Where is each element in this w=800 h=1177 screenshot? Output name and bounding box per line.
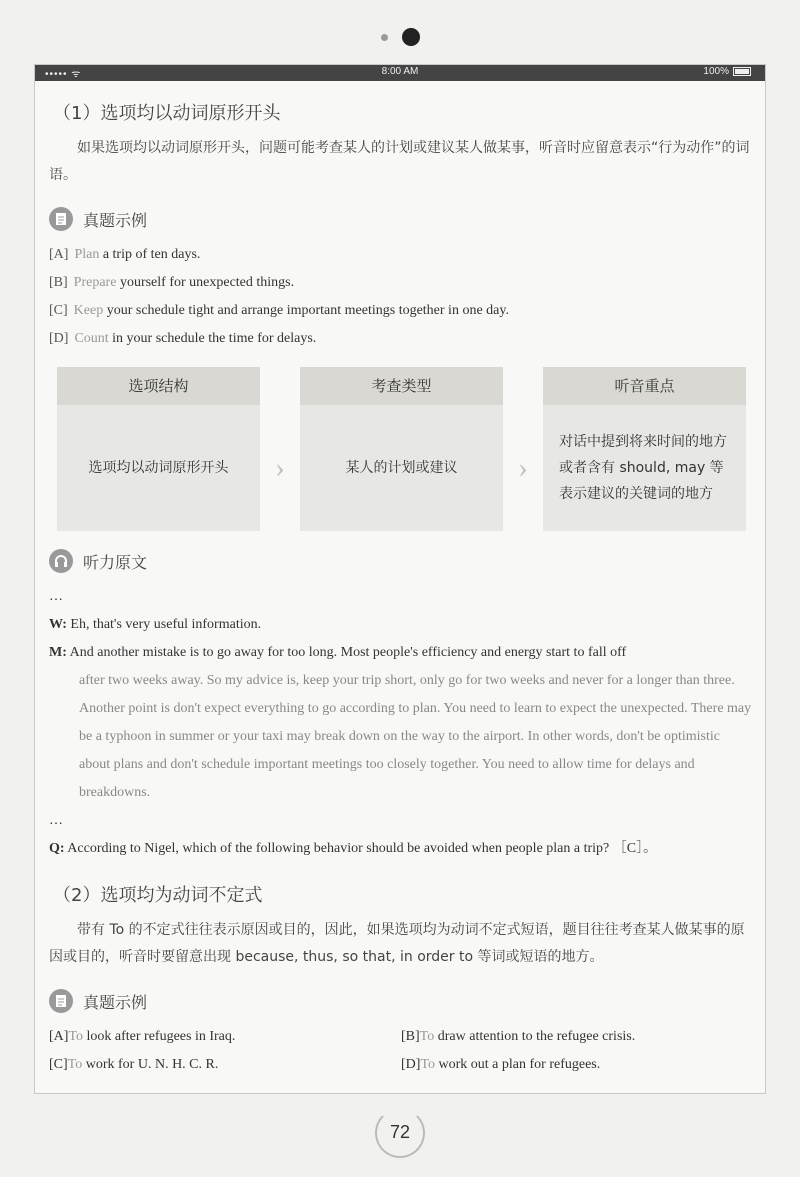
option-text: yourself for unexpected things. — [116, 275, 295, 290]
battery-status — [703, 66, 751, 77]
example1-heading — [49, 207, 753, 231]
flow-box-head: 选项结构 — [57, 367, 260, 405]
speaker-label: M: — [49, 645, 67, 660]
option-c — [49, 297, 753, 325]
option-verb: Plan — [74, 247, 100, 262]
option-c — [49, 1051, 401, 1079]
document-icon — [49, 207, 73, 231]
status-bar — [35, 65, 765, 81]
signal-indicator: ••••• ᯤ — [45, 69, 82, 80]
battery-icon — [733, 67, 751, 76]
document-icon — [49, 989, 73, 1013]
section2-intro: 带有 To 的不定式往往表示原因或目的，因此，如果选项均为动词不定式短语，题目往往考查某人做某事的原因或目的，听音时要留意出现 because, thus, so that, in order to 等词或短语的地方。 — [49, 922, 745, 965]
analysis-flow — [57, 367, 753, 531]
option-verb: To — [67, 1057, 83, 1072]
chevron-right-icon: › — [518, 451, 528, 484]
page-dot-active[interactable] — [402, 28, 420, 46]
speaker-label: W: — [49, 617, 67, 632]
speaker-label: Q: — [49, 841, 65, 856]
dialog-text: And another mistake is to go away for too long. Most people's efficiency and energy start to fall off — [66, 645, 627, 660]
page-number — [0, 1108, 800, 1158]
example2-heading-text: 真题示例 — [83, 992, 148, 1012]
section1-intro: 如果选项均以动词原形开头，问题可能考查某人的计划或建议某人做某事，听音时应留意表示“行为动作”的词语。 — [49, 140, 750, 183]
option-a — [49, 1023, 401, 1051]
ellipsis: … — [49, 589, 63, 604]
flow-box-structure — [57, 367, 260, 531]
option-verb: To — [68, 1029, 84, 1044]
page-dot-inactive[interactable] — [381, 34, 388, 41]
option-text: work out a plan for refugees. — [435, 1057, 601, 1072]
flow-box-head: 考查类型 — [300, 367, 503, 405]
option-text: a trip of ten days. — [99, 247, 201, 262]
flow-box-head: 听音重点 — [543, 367, 746, 405]
option-verb: To — [420, 1057, 436, 1072]
option-d — [49, 325, 753, 353]
option-label: [C] — [49, 303, 68, 318]
dialog-w — [49, 611, 753, 639]
option-text: work for U. N. H. C. R. — [82, 1057, 219, 1072]
answer: ［C］。 — [612, 841, 658, 856]
option-b — [401, 1023, 753, 1051]
battery-percent: 100% — [703, 66, 729, 77]
headphones-icon — [49, 549, 73, 573]
option-text: look after refugees in Iraq. — [83, 1029, 236, 1044]
page-indicator[interactable] — [0, 28, 800, 46]
example2-options-row2 — [49, 1051, 753, 1079]
chevron-right-icon: › — [275, 451, 285, 484]
flow-box-type — [300, 367, 503, 531]
transcript-heading-text: 听力原文 — [83, 552, 148, 572]
dialog-m-continued — [49, 667, 753, 807]
ellipsis: … — [49, 813, 63, 828]
example1-options — [49, 241, 753, 353]
transcript-heading — [49, 549, 753, 573]
status-time: 8:00 AM — [381, 66, 419, 77]
option-label: [D] — [401, 1057, 421, 1072]
example1-heading-text: 真题示例 — [83, 210, 148, 230]
example2-heading — [49, 989, 753, 1013]
option-d — [401, 1051, 753, 1079]
option-a — [49, 241, 753, 269]
option-verb: To — [419, 1029, 435, 1044]
option-verb: Prepare — [73, 275, 117, 290]
section1-title: （1）选项均以动词原形开头 — [53, 103, 281, 124]
option-label: [C] — [49, 1057, 68, 1072]
flow-box-body: 对话中提到将来时间的地方或者含有 should, may 等表示建议的关键词的地方 — [559, 434, 727, 502]
option-label: [D] — [49, 331, 69, 346]
dialog-text: after two weeks away. So my advice is, keep your trip short, only go for two weeks and never for a longer than three. Another point is don't expect everything to go according to plan. You need to learn to expect the unexpected. There may be a typhoon in summer or your taxi may break down on the way to the airport. In other words, don't be optimistic about plans and don't schedule important meetings too closely together. You need to allow time for delays and breakdowns. — [79, 673, 752, 800]
dialog-q — [49, 835, 753, 863]
flow-box-body: 选项均以动词原形开头 — [88, 460, 229, 476]
dialog-m — [49, 639, 753, 667]
page-number-text: 72 — [375, 1108, 425, 1158]
example2-options-row1 — [49, 1023, 753, 1051]
option-verb: Keep — [73, 303, 104, 318]
flow-box-body: 某人的计划或建议 — [345, 460, 458, 476]
option-verb: Count — [74, 331, 109, 346]
option-text: in your schedule the time for delays. — [108, 331, 317, 346]
flow-box-focus — [543, 367, 746, 531]
tablet-screen — [34, 64, 766, 1094]
option-label: [B] — [401, 1029, 420, 1044]
question-text: According to Nigel, which of the following behavior should be avoided when people plan a trip? — [64, 841, 610, 856]
dialog-text: Eh, that's very useful information. — [66, 617, 262, 632]
page-content — [35, 99, 765, 1079]
option-label: [A] — [49, 247, 69, 262]
option-b — [49, 269, 753, 297]
option-label: [B] — [49, 275, 68, 290]
option-text: your schedule tight and arrange important meetings together in one day. — [103, 303, 509, 318]
option-text: draw attention to the refugee crisis. — [434, 1029, 636, 1044]
section2-title: （2）选项均为动词不定式 — [53, 885, 263, 906]
option-label: [A] — [49, 1029, 69, 1044]
